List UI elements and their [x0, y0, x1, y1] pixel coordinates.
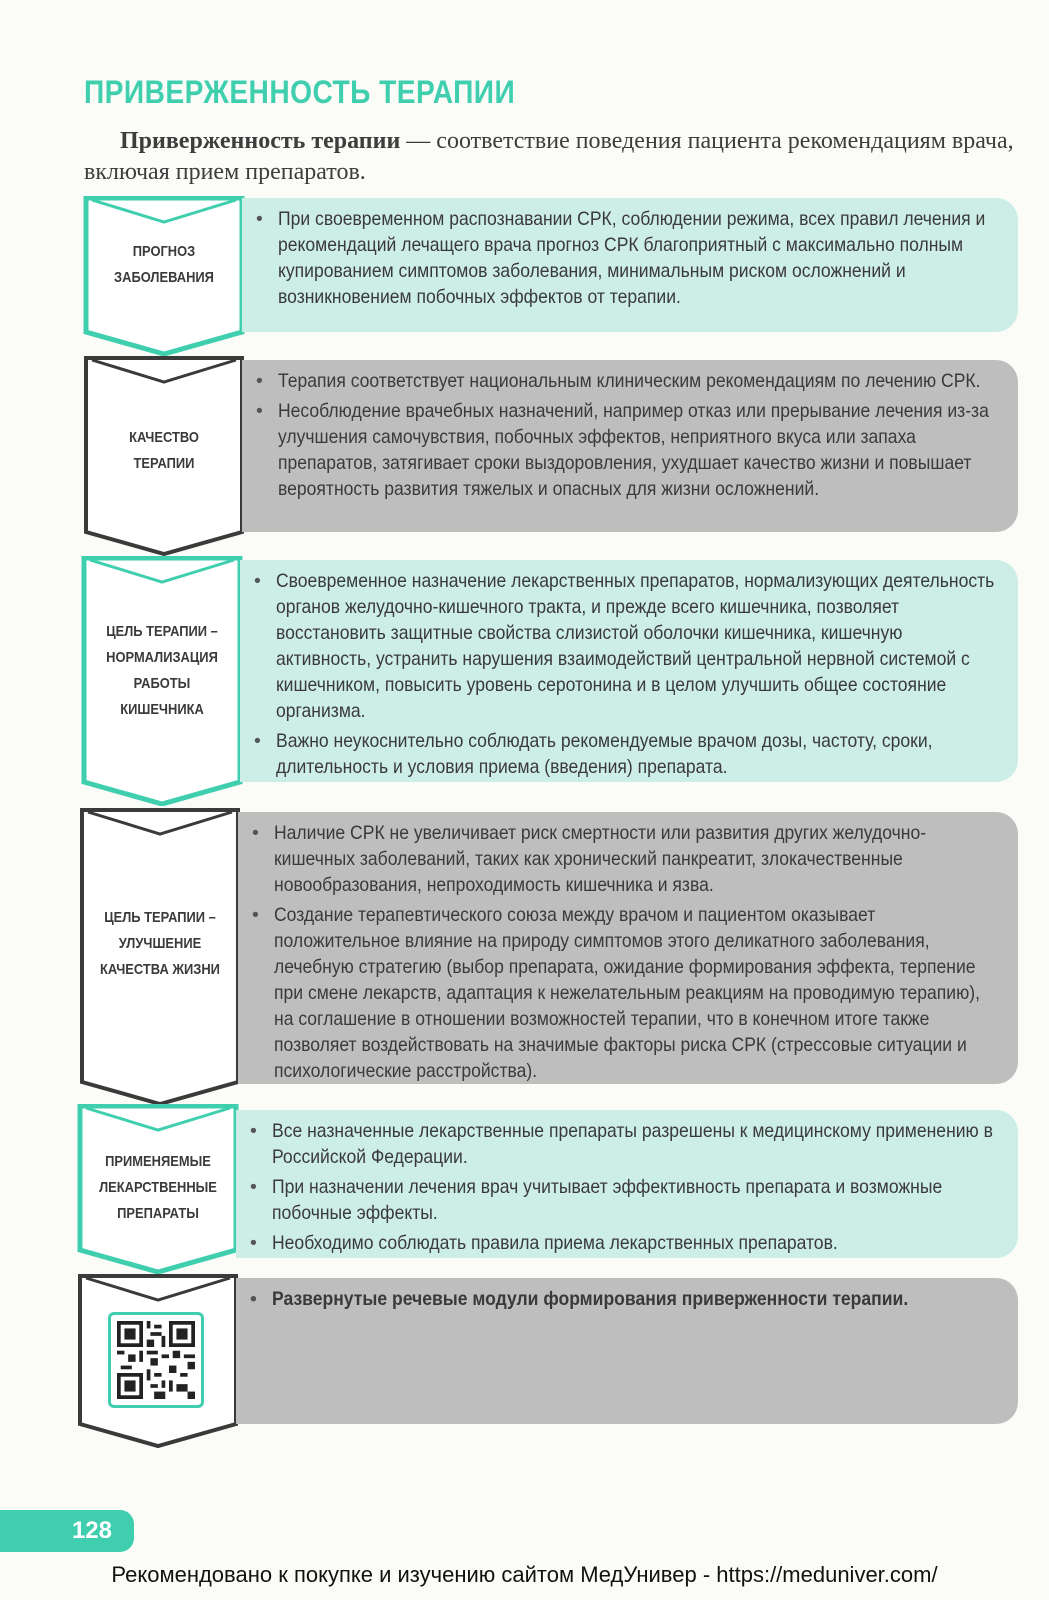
list-item: • Терапия соответствует национальным клиническим рекомендациям по лечению СРК.	[252, 368, 998, 394]
list-item: • Важно неукоснительно соблюдать рекомендуемые врачом дозы, частоту, сроки, длительность и условия приема (введения) препарата.	[250, 728, 998, 780]
intro-term: Приверженность терапии	[120, 128, 401, 154]
list-item: • Наличие СРК не увеличивает риск смертности или развития других желудочно-кишечных заболеваний, таких как хронический панкреатит, злокачественные новообразования, непроходимость кишечника и язва.	[248, 820, 998, 898]
row-label: ПРОГНОЗ ЗАБОЛЕВАНИЯ	[114, 243, 214, 286]
list-item: • При назначении лечения врач учитывает эффективность препарата и возможные побочные эффекты.	[246, 1174, 998, 1226]
row-label: ПРИМЕНЯЕМЫЕ ЛЕКАРСТВЕННЫЕ ПРЕПАРАТЫ	[99, 1153, 217, 1222]
row-speech-modules	[0, 1274, 1049, 1450]
row-goal-quality-of-life	[0, 808, 1049, 1106]
row-panel	[242, 360, 1018, 532]
row-panel	[236, 1278, 1018, 1424]
row-label: КАЧЕСТВО ТЕРАПИИ	[129, 429, 199, 472]
row-label: ЦЕЛЬ ТЕРАПИИ – НОРМАЛИЗАЦИЯ РАБОТЫ КИШЕЧНИКА	[106, 623, 218, 718]
row-label: ЦЕЛЬ ТЕРАПИИ – УЛУЧШЕНИЕ КАЧЕСТВА ЖИЗНИ	[100, 909, 220, 978]
list-item: • Все назначенные лекарственные препараты разрешены к медицинскому применению в Российской Федерации.	[246, 1118, 998, 1170]
list-item: • Развернутые речевые модули формирования приверженности терапии.	[246, 1286, 998, 1312]
row-panel	[236, 1110, 1018, 1258]
footer-text: Рекомендовано к покупке и изучению сайтом МедУнивер - https://meduniver.com/	[111, 1562, 938, 1587]
row-panel	[240, 560, 1018, 782]
page-number: 128	[0, 1510, 134, 1552]
intro-paragraph	[84, 126, 1024, 188]
row-panel	[242, 198, 1018, 332]
list-item: • Создание терапевтического союза между врачом и пациентом оказывает положительное влияние на природу симптомов этого деликатного заболевания, лечебную стратегию (выбор препарата, ожидание формирования эффекта, терпение при смене лекарств, адаптация к нежелательным реакциям на проводимую терапию), на соглашение в отношении возможностей терапии, что в конечном итоге также позволяет воздействовать на значимые факторы риска СРК (стрессовые ситуации и психологические расстройства).	[248, 902, 998, 1084]
row-drugs-used	[0, 1104, 1049, 1274]
row-panel	[238, 812, 1018, 1084]
list-item: • Необходимо соблюдать правила приема лекарственных препаратов.	[246, 1230, 998, 1256]
list-item: • При своевременном распознавании СРК, соблюдении режима, всех правил лечения и рекомендаций лечащего врача прогноз СРК благоприятный с максимально полным купированием симптомов заболевания, минимальным риском осложнений и возникновением побочных эффектов от терапии.	[252, 206, 998, 310]
row-prognosis	[0, 196, 1049, 356]
row-therapy-quality	[0, 356, 1049, 556]
intro-definition: — соответствие поведения пациента рекомендациям врача, включая прием препаратов.	[84, 128, 1014, 185]
list-item: • Своевременное назначение лекарственных препаратов, нормализующих деятельность органов желудочно-кишечного тракта, и прежде всего кишечника, позволяет восстановить защитные свойства слизистой оболочки кишечника, кишечную активность, устранить нарушения взаимодействий центральной нервной системой с кишечником, повысить уровень серотонина и в целом улучшить общее состояние организма.	[250, 568, 998, 724]
row-goal-bowel	[0, 556, 1049, 806]
list-item: • Несоблюдение врачебных назначений, например отказ или прерывание лечения из-за улучшения самочувствия, побочных эффектов, неприятного вкуса или запаха препаратов, затягивает сроки выздоровления, ухудшает качество жизни и повышает вероятность развития тяжелых и опасных для жизни осложнений.	[252, 398, 998, 502]
qr-code-icon	[117, 1321, 195, 1399]
qr-code[interactable]	[108, 1312, 204, 1408]
page-title: ПРИВЕРЖЕННОСТЬ ТЕРАПИИ	[84, 74, 516, 110]
